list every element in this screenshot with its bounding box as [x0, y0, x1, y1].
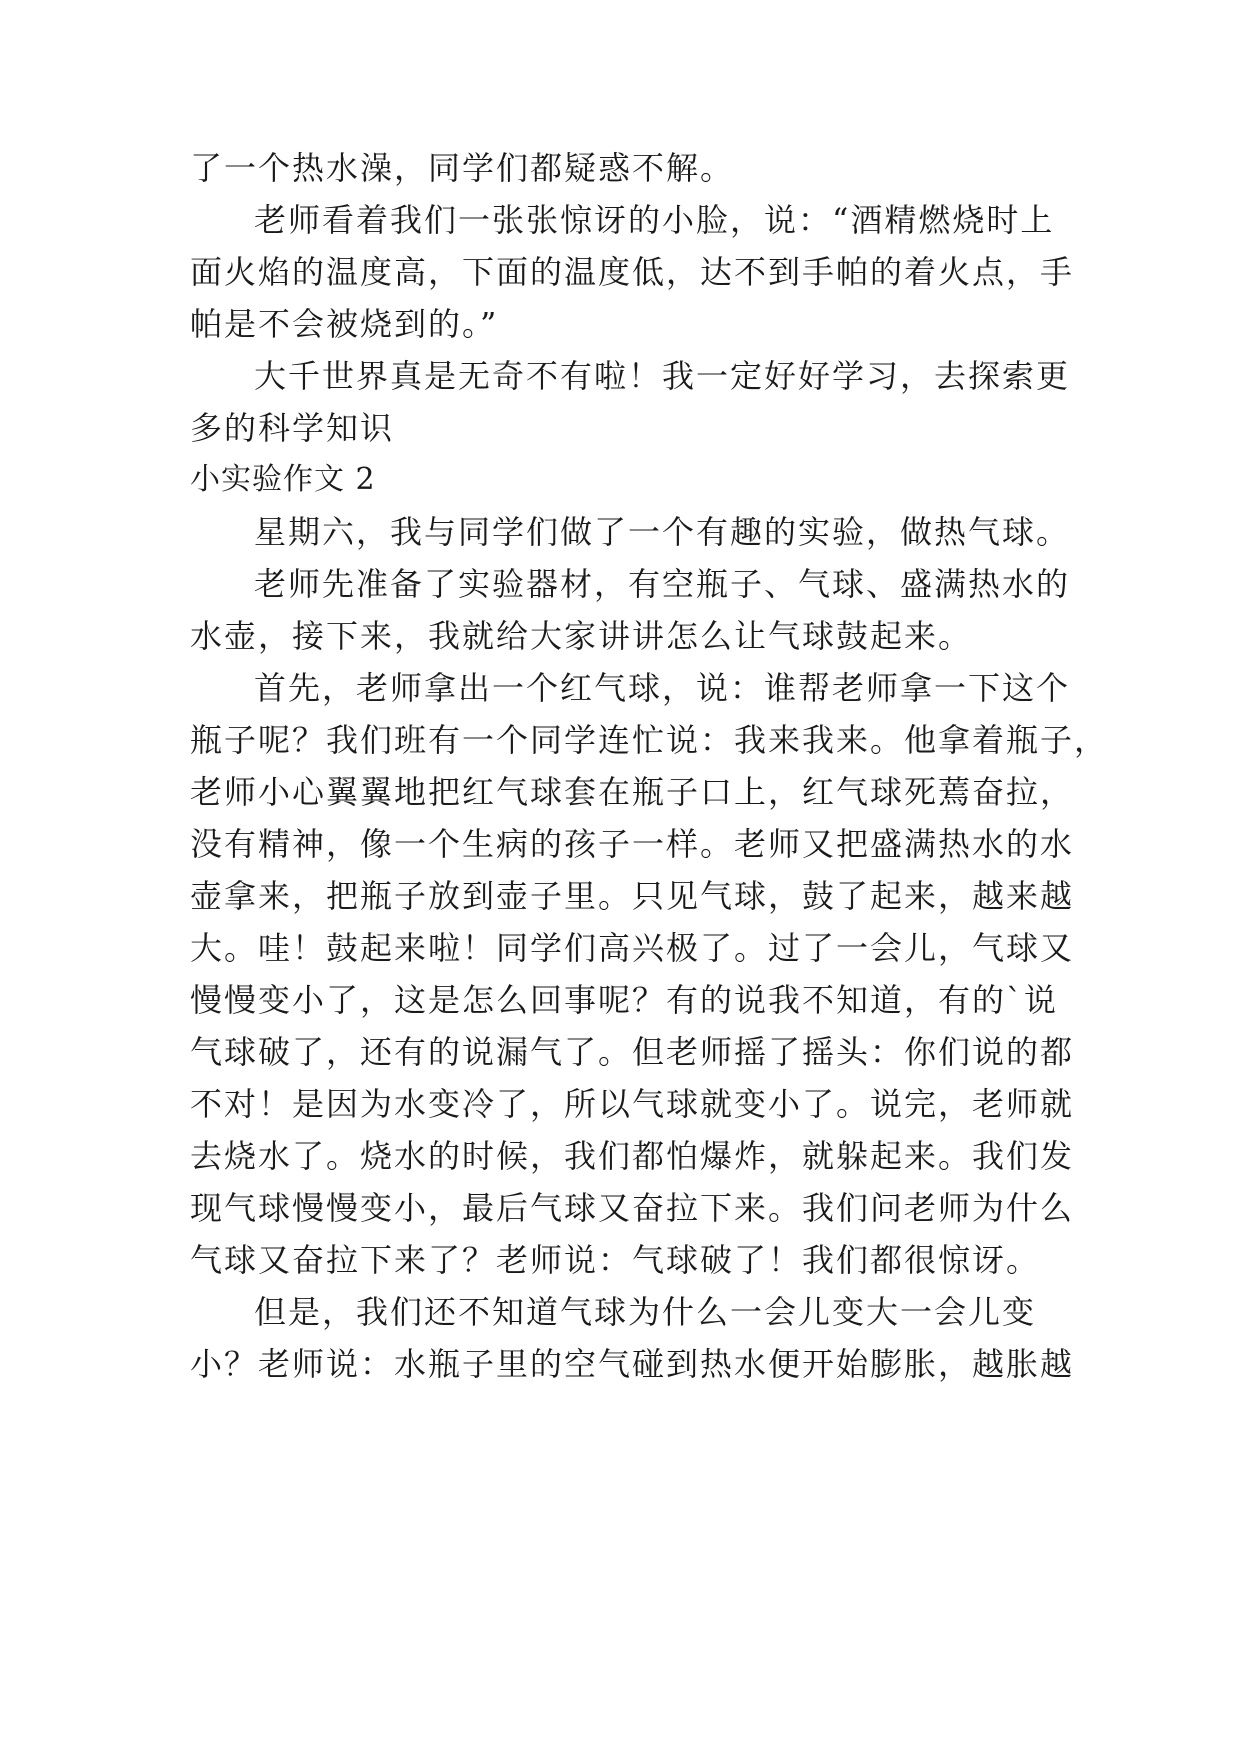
text-line: 水壶，接下来，我就给大家讲讲怎么让气球鼓起来。 [190, 617, 973, 655]
text-line: 气球破了，还有的说漏气了。但老师摇了摇头：你们说的都 [190, 1033, 1075, 1071]
text-line: 老师小心翼翼地把红气球套在瓶子口上，红气球死蔫奋拉， [190, 773, 1075, 811]
text-line: 小？老师说：水瓶子里的空气碰到热水便开始膨胀，越胀越 [190, 1345, 1075, 1383]
text-line: 了一个热水澡，同学们都疑惑不解。 [190, 149, 735, 187]
text-line: 大。哇！鼓起来啦！同学们高兴极了。过了一会儿，气球又 [190, 929, 1075, 967]
text-line: 慢慢变小了，这是怎么回事呢？有的说我不知道，有的`说 [190, 981, 1059, 1019]
text-line: 面火焰的温度高，下面的温度低，达不到手帕的着火点，手 [190, 253, 1075, 291]
paragraph-start: 星期六，我与同学们做了一个有趣的实验，做热气球。 [254, 513, 1071, 551]
text-line: 去烧水了。烧水的时候，我们都怕爆炸，就躲起来。我们发 [190, 1137, 1075, 1175]
paragraph-start: 首先，老师拿出一个红气球，说：谁帮老师拿一下这个 [254, 669, 1071, 707]
text-line: 多的科学知识 [190, 409, 395, 447]
text-line: 不对！是因为水变冷了，所以气球就变小了。说完，老师就 [190, 1085, 1075, 1123]
text-line: 瓶子呢？我们班有一个同学连忙说：我来我来。他拿着瓶子， [190, 721, 1109, 759]
text-line: 帕是不会被烧到的。” [190, 305, 499, 343]
text-line: 气球又奋拉下来了？老师说：气球破了！我们都很惊讶。 [190, 1241, 1041, 1279]
text-line: 壶拿来，把瓶子放到壶子里。只见气球，鼓了起来，越来越 [190, 877, 1075, 915]
text-line: 现气球慢慢变小，最后气球又奋拉下来。我们问老师为什么 [190, 1189, 1075, 1227]
text-line: 没有精神，像一个生病的孩子一样。老师又把盛满热水的水 [190, 825, 1075, 863]
paragraph-start: 大千世界真是无奇不有啦！我一定好好学习，去探索更 [254, 357, 1071, 395]
section-heading: 小实验作文 2 [190, 462, 376, 497]
paragraph-start: 老师先准备了实验器材，有空瓶子、气球、盛满热水的 [254, 565, 1071, 603]
paragraph-start: 老师看着我们一张张惊讶的小脸，说：“酒精燃烧时上 [254, 201, 1055, 239]
paragraph-start: 但是，我们还不知道气球为什么一会儿变大一会儿变 [254, 1293, 1037, 1331]
